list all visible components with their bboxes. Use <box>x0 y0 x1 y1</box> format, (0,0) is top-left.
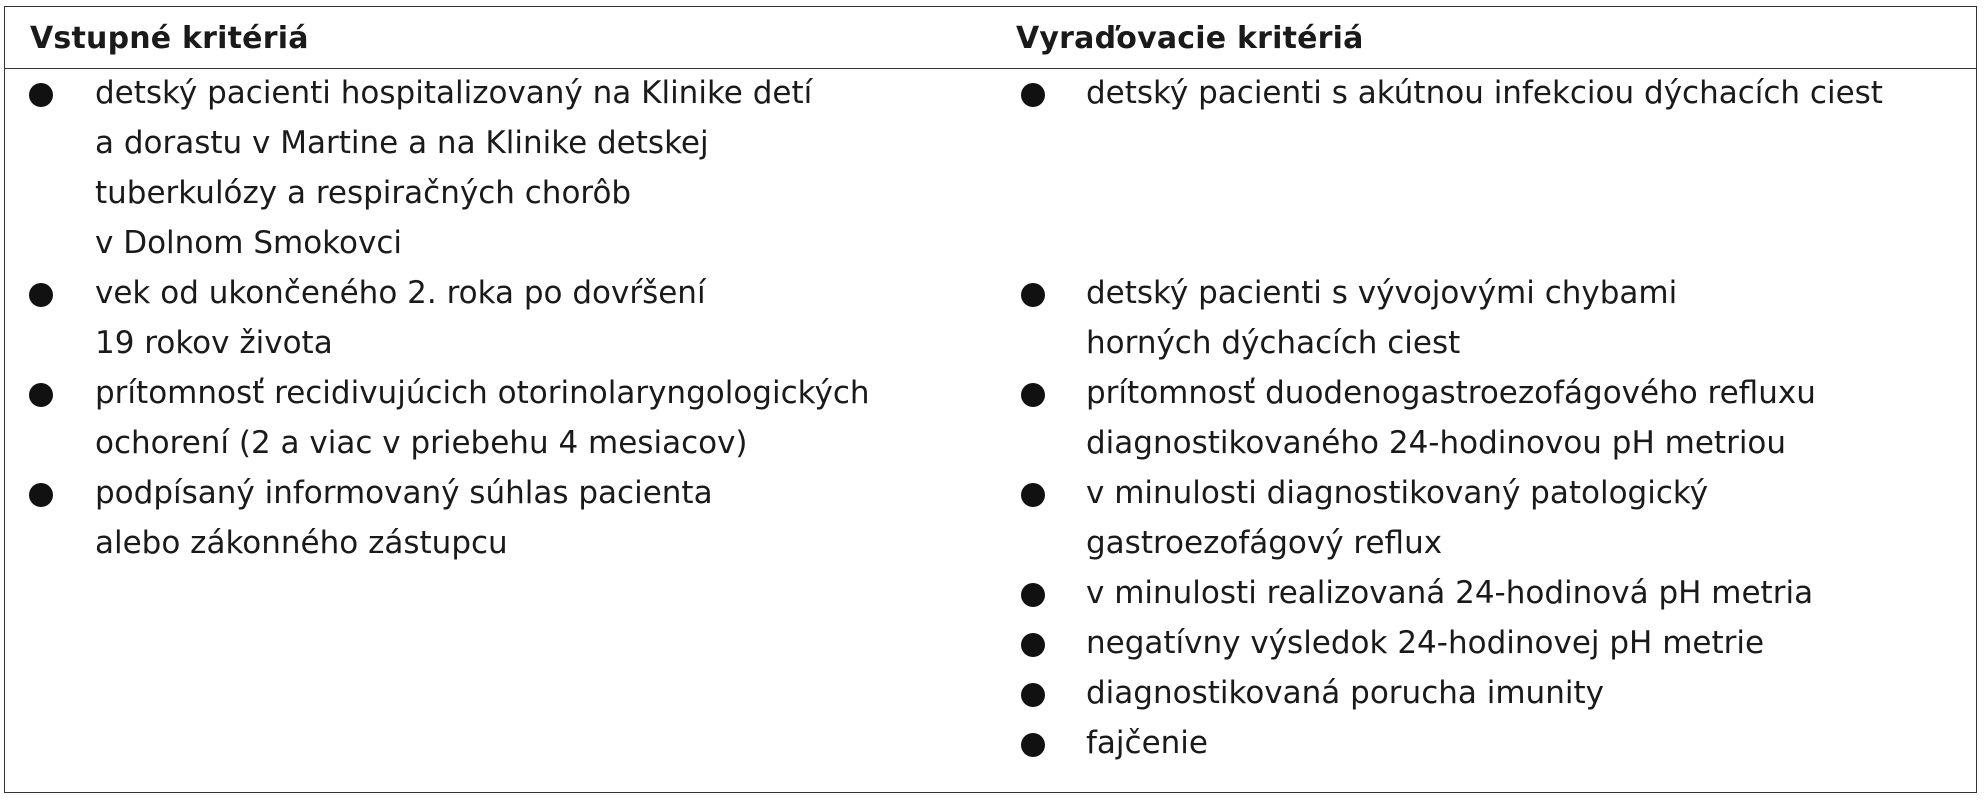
list-item-text: vek od ukončeného 2. roka po dovŕšení 19 rokov života <box>95 275 706 361</box>
bullet-icon <box>29 83 53 107</box>
list-item-text: prítomnosť duodenogastroezofágového refluxu diagnostikovaného 24-hodinovou pH metriou <box>1086 375 1816 461</box>
list-item-text: detský pacienti s akútnou infekciou dýchacích ciest <box>1086 75 1883 111</box>
bullet-icon <box>1021 283 1045 307</box>
bullet-icon <box>1021 683 1045 707</box>
bullet-icon <box>1021 483 1045 507</box>
table-header-row <box>5 7 1976 69</box>
bullet-icon <box>1021 383 1045 407</box>
list-item-text: detský pacienti hospitalizovaný na Klinike detí a dorastu v Martine a na Klinike detskej tuberkulózy a respiračných chorôb v Dolnom Smokovci <box>95 75 813 261</box>
list-item-text: v minulosti diagnostikovaný patologický gastroezofágový reflux <box>1086 475 1709 561</box>
bullet-icon <box>29 383 53 407</box>
inclusion-criteria-header: Vstupné kritériá <box>30 21 309 56</box>
list-item-text: podpísaný informovaný súhlas pacienta alebo zákonného zástupcu <box>95 475 713 561</box>
list-item-text: v minulosti realizovaná 24-hodinová pH metria <box>1086 575 1814 611</box>
bullet-icon <box>1021 83 1045 107</box>
bullet-icon <box>1021 633 1045 657</box>
list-item-text: prítomnosť recidivujúcich otorinolaryngologických ochorení (2 a viac v priebehu 4 mesiacov) <box>95 375 870 461</box>
list-item-text: diagnostikovaná porucha imunity <box>1086 675 1604 711</box>
bullet-icon <box>1021 733 1045 757</box>
list-item-text: detský pacienti s vývojovými chybami horných dýchacích ciest <box>1086 275 1678 361</box>
list-item-text: fajčenie <box>1086 725 1208 761</box>
exclusion-criteria-header: Vyraďovacie kritériá <box>1016 21 1364 56</box>
bullet-icon <box>1021 583 1045 607</box>
criteria-table <box>4 6 1977 793</box>
bullet-icon <box>29 483 53 507</box>
list-item-text: negatívny výsledok 24-hodinovej pH metrie <box>1086 625 1765 661</box>
bullet-icon <box>29 283 53 307</box>
